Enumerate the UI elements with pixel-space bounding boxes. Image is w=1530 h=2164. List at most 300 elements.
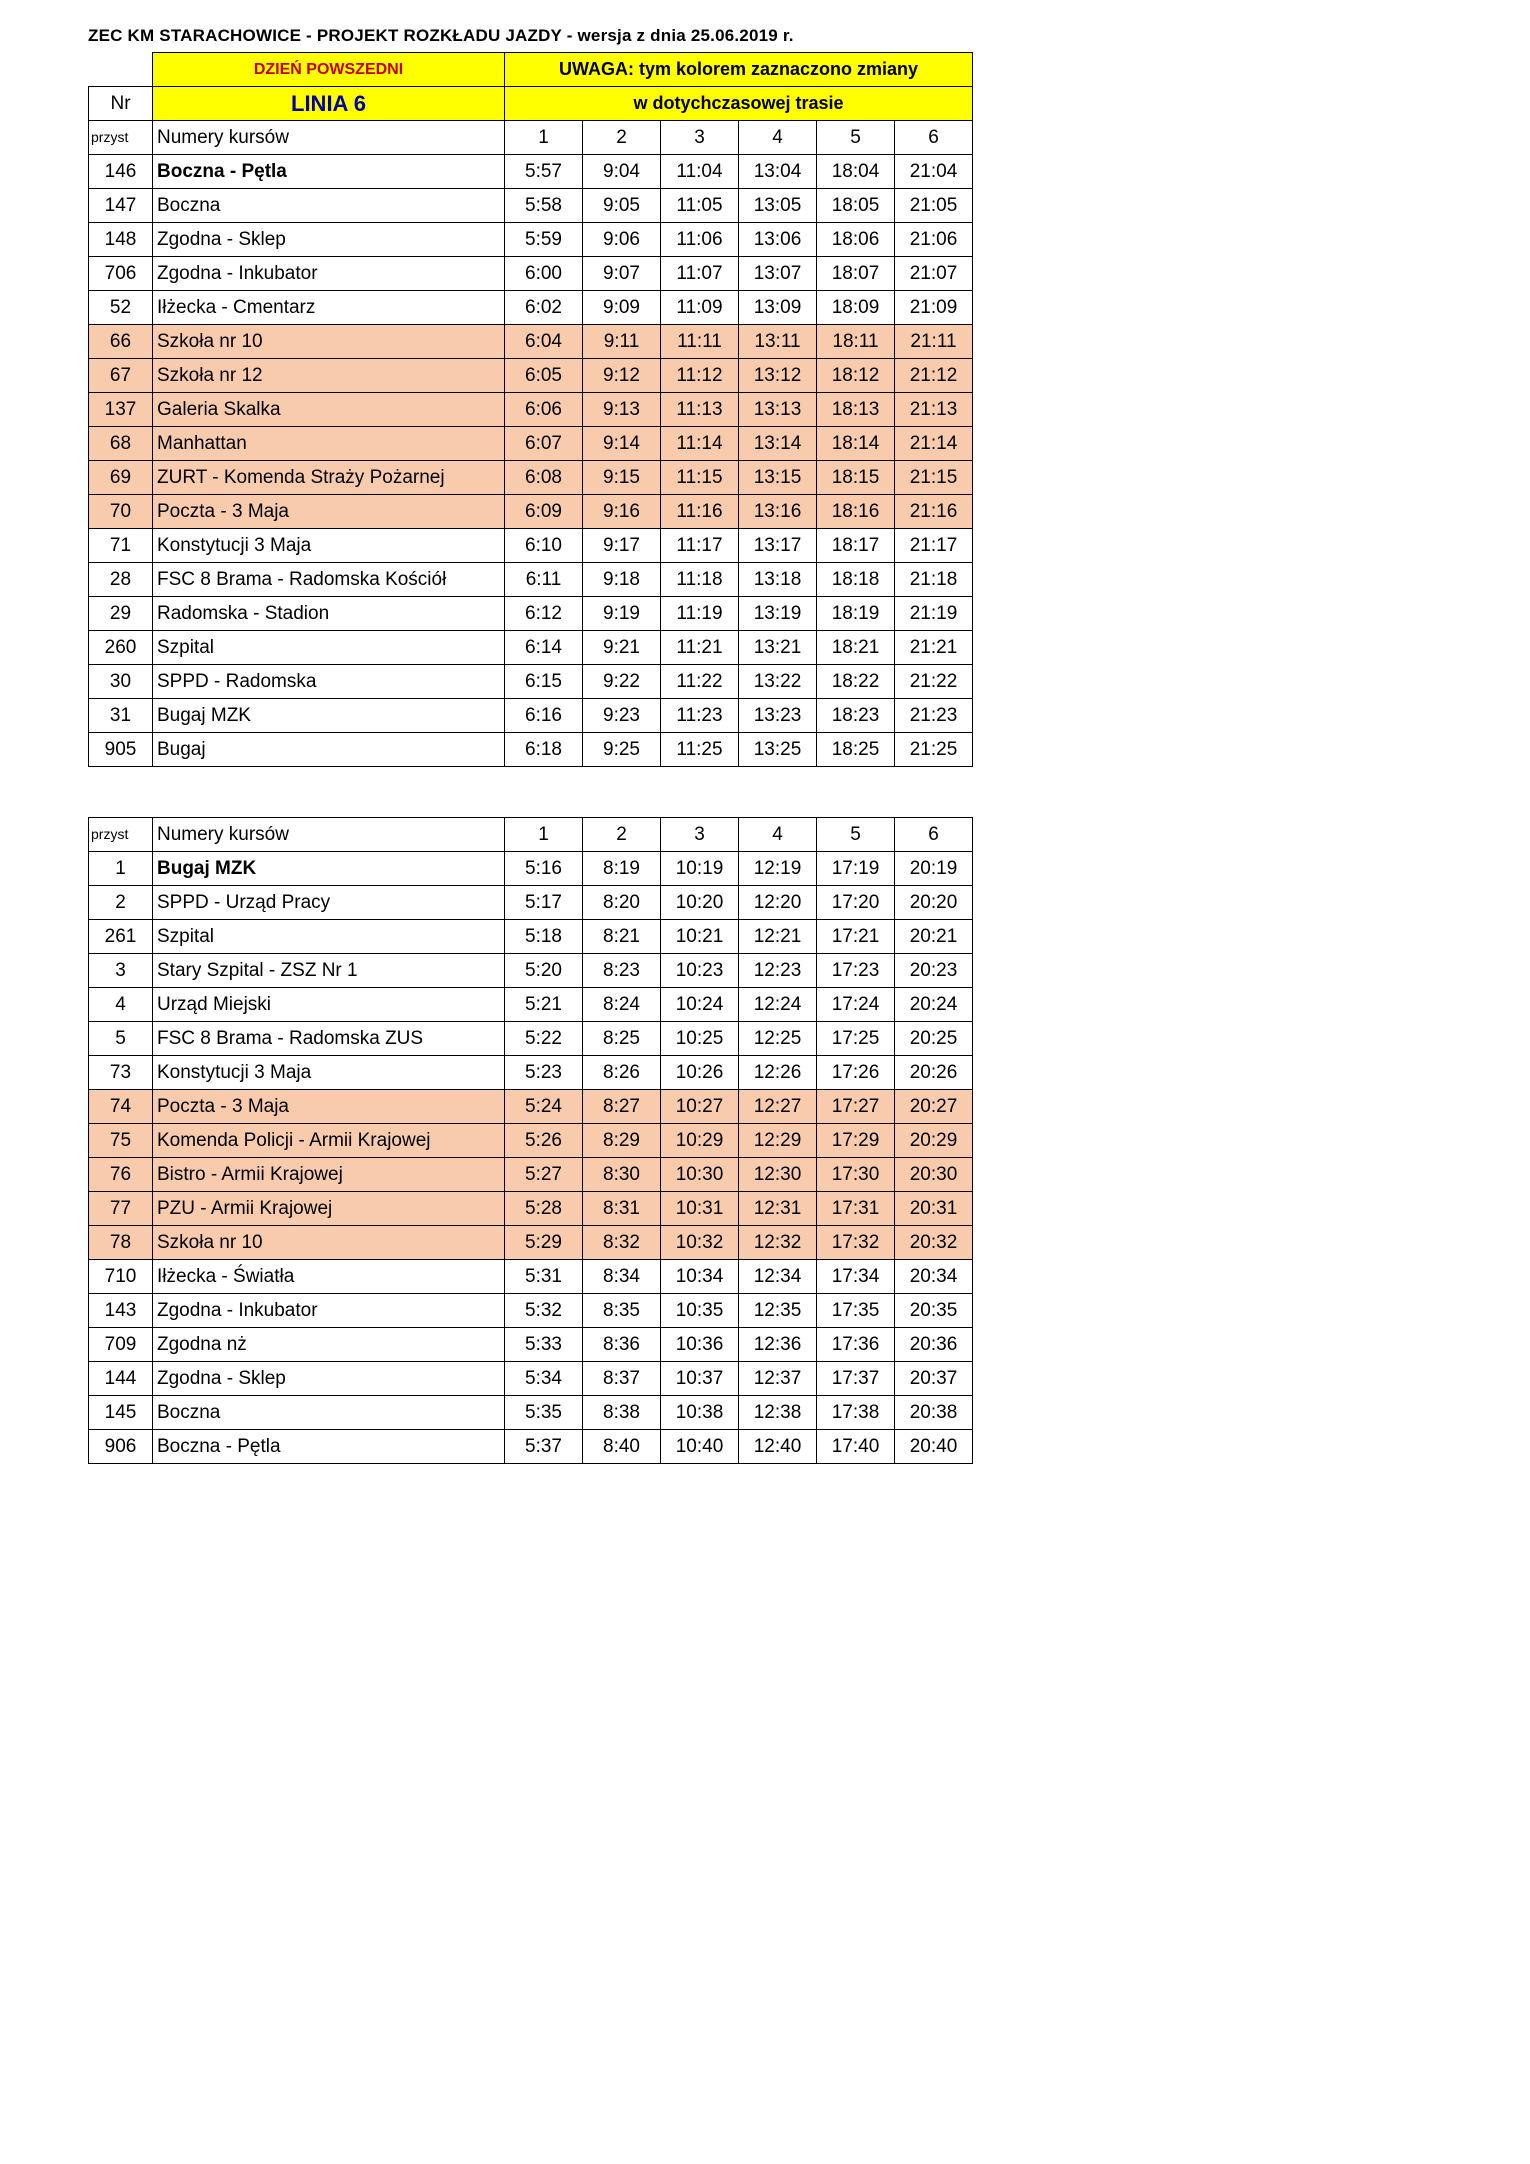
departure-time: 8:23 [583,954,661,988]
stop-name: SPPD - Urząd Pracy [153,886,505,920]
header-course-1-b: 1 [505,818,583,852]
departure-time: 5:28 [505,1192,583,1226]
table-row [89,1294,973,1328]
table-row [89,257,973,291]
departure-time: 5:37 [505,1430,583,1464]
header-course-2: 2 [583,121,661,155]
stop-number: 5 [89,1022,153,1056]
departure-time: 10:37 [661,1362,739,1396]
table-row [89,291,973,325]
table-row [89,1328,973,1362]
departure-time: 17:25 [817,1022,895,1056]
departure-time: 9:13 [583,393,661,427]
departure-time: 18:25 [817,733,895,767]
departure-time: 18:07 [817,257,895,291]
stop-number: 144 [89,1362,153,1396]
departure-time: 9:25 [583,733,661,767]
departure-time: 10:34 [661,1260,739,1294]
departure-time: 5:58 [505,189,583,223]
departure-time: 13:11 [739,325,817,359]
stop-number: 66 [89,325,153,359]
stop-number: 261 [89,920,153,954]
departure-time: 11:07 [661,257,739,291]
departure-time: 5:26 [505,1124,583,1158]
stop-number: 2 [89,886,153,920]
timetable-top-body [89,155,973,767]
departure-time: 13:19 [739,597,817,631]
header-course-2-b: 2 [583,818,661,852]
departure-time: 17:34 [817,1260,895,1294]
stop-name: Konstytucji 3 Maja [153,529,505,563]
departure-time: 6:07 [505,427,583,461]
stop-name: Bugaj MZK [153,699,505,733]
departure-time: 18:23 [817,699,895,733]
departure-time: 10:21 [661,920,739,954]
departure-time: 18:15 [817,461,895,495]
departure-time: 12:37 [739,1362,817,1396]
departure-time: 10:40 [661,1430,739,1464]
departure-time: 12:23 [739,954,817,988]
departure-time: 11:09 [661,291,739,325]
departure-time: 5:34 [505,1362,583,1396]
departure-time: 18:16 [817,495,895,529]
departure-time: 12:32 [739,1226,817,1260]
stop-name: PZU - Armii Krajowej [153,1192,505,1226]
departure-time: 17:36 [817,1328,895,1362]
departure-time: 18:04 [817,155,895,189]
departure-time: 18:22 [817,665,895,699]
stop-name: Iłżecka - Światła [153,1260,505,1294]
header-course-6: 6 [895,121,973,155]
stop-name: Komenda Policji - Armii Krajowej [153,1124,505,1158]
departure-time: 8:36 [583,1328,661,1362]
stop-name: Szkoła nr 10 [153,1226,505,1260]
departure-time: 13:25 [739,733,817,767]
stop-number: 31 [89,699,153,733]
table-row [89,1362,973,1396]
departure-time: 9:16 [583,495,661,529]
departure-time: 11:11 [661,325,739,359]
departure-time: 11:14 [661,427,739,461]
departure-time: 6:09 [505,495,583,529]
departure-time: 11:21 [661,631,739,665]
departure-time: 9:15 [583,461,661,495]
departure-time: 13:14 [739,427,817,461]
departure-time: 13:15 [739,461,817,495]
column-header-row-bottom [89,818,973,852]
departure-time: 13:05 [739,189,817,223]
header-course-4-b: 4 [739,818,817,852]
stop-number: 77 [89,1192,153,1226]
departure-time: 13:12 [739,359,817,393]
departure-time: 20:24 [895,988,973,1022]
departure-time: 5:32 [505,1294,583,1328]
header-course-5-b: 5 [817,818,895,852]
departure-time: 17:26 [817,1056,895,1090]
stop-number: 30 [89,665,153,699]
table-row [89,189,973,223]
departure-time: 6:14 [505,631,583,665]
departure-time: 10:29 [661,1124,739,1158]
departure-time: 18:06 [817,223,895,257]
departure-time: 21:12 [895,359,973,393]
departure-time: 21:22 [895,665,973,699]
table-row [89,223,973,257]
departure-time: 21:13 [895,393,973,427]
table-row [89,1124,973,1158]
stop-name: Poczta - 3 Maja [153,495,505,529]
departure-time: 17:37 [817,1362,895,1396]
departure-time: 9:12 [583,359,661,393]
departure-time: 5:57 [505,155,583,189]
departure-time: 5:20 [505,954,583,988]
departure-time: 12:25 [739,1022,817,1056]
departure-time: 8:38 [583,1396,661,1430]
departure-time: 11:04 [661,155,739,189]
table-row [89,920,973,954]
departure-time: 12:24 [739,988,817,1022]
departure-time: 9:14 [583,427,661,461]
table-row [89,699,973,733]
stop-name: Boczna [153,1396,505,1430]
departure-time: 20:40 [895,1430,973,1464]
departure-time: 20:20 [895,886,973,920]
departure-time: 13:04 [739,155,817,189]
departure-time: 17:40 [817,1430,895,1464]
departure-time: 18:17 [817,529,895,563]
departure-time: 13:06 [739,223,817,257]
stop-number: 78 [89,1226,153,1260]
table-row [89,393,973,427]
departure-time: 5:33 [505,1328,583,1362]
departure-time: 6:16 [505,699,583,733]
stop-number: 706 [89,257,153,291]
stop-name: Urząd Miejski [153,988,505,1022]
stop-number: 905 [89,733,153,767]
departure-time: 11:18 [661,563,739,597]
departure-time: 5:22 [505,1022,583,1056]
note-line-1: UWAGA: tym kolorem zaznaczono zmiany [505,53,973,87]
stop-name: Boczna [153,189,505,223]
stop-number: 148 [89,223,153,257]
departure-time: 6:04 [505,325,583,359]
departure-time: 12:30 [739,1158,817,1192]
departure-time: 10:36 [661,1328,739,1362]
departure-time: 18:05 [817,189,895,223]
document-title: ZEC KM STARACHOWICE - PROJEKT ROZKŁADU JAZDY - wersja z dnia 25.06.2019 r. [88,26,794,45]
table-row [89,1022,973,1056]
stop-name: ZURT - Komenda Straży Pożarnej [153,461,505,495]
departure-time: 11:25 [661,733,739,767]
departure-time: 20:23 [895,954,973,988]
departure-time: 18:09 [817,291,895,325]
stop-number: 1 [89,852,153,886]
departure-time: 9:09 [583,291,661,325]
departure-time: 10:26 [661,1056,739,1090]
departure-time: 9:11 [583,325,661,359]
header-przyst: przyst [89,121,153,155]
departure-time: 8:35 [583,1294,661,1328]
stop-number: 69 [89,461,153,495]
departure-time: 17:27 [817,1090,895,1124]
departure-time: 13:21 [739,631,817,665]
departure-time: 6:12 [505,597,583,631]
departure-time: 6:02 [505,291,583,325]
departure-time: 17:23 [817,954,895,988]
departure-time: 12:36 [739,1328,817,1362]
timetable-top [88,52,973,767]
departure-time: 10:20 [661,886,739,920]
departure-time: 8:40 [583,1430,661,1464]
departure-time: 5:21 [505,988,583,1022]
departure-time: 8:34 [583,1260,661,1294]
table-row [89,733,973,767]
departure-time: 9:07 [583,257,661,291]
departure-time: 8:29 [583,1124,661,1158]
departure-time: 12:27 [739,1090,817,1124]
stop-number: 74 [89,1090,153,1124]
departure-time: 11:22 [661,665,739,699]
stop-number: 70 [89,495,153,529]
timetable-bottom-body [89,852,973,1464]
stop-name: Szkoła nr 10 [153,325,505,359]
table-row [89,852,973,886]
departure-time: 12:34 [739,1260,817,1294]
table-row [89,427,973,461]
header-course-3-b: 3 [661,818,739,852]
departure-time: 10:32 [661,1226,739,1260]
departure-time: 12:19 [739,852,817,886]
departure-time: 12:20 [739,886,817,920]
stop-name: Poczta - 3 Maja [153,1090,505,1124]
departure-time: 21:05 [895,189,973,223]
departure-time: 17:30 [817,1158,895,1192]
departure-time: 21:11 [895,325,973,359]
stop-name: Zgodna nż [153,1328,505,1362]
departure-time: 12:21 [739,920,817,954]
stop-name: Boczna - Pętla [153,155,505,189]
departure-time: 20:38 [895,1396,973,1430]
departure-time: 9:19 [583,597,661,631]
header-course-4: 4 [739,121,817,155]
departure-time: 12:29 [739,1124,817,1158]
departure-time: 20:30 [895,1158,973,1192]
stop-number: 145 [89,1396,153,1430]
departure-time: 17:19 [817,852,895,886]
banner-spacer [89,53,153,87]
departure-time: 10:24 [661,988,739,1022]
timetable-bottom [88,817,973,1464]
departure-time: 8:24 [583,988,661,1022]
departure-time: 10:19 [661,852,739,886]
stop-name: Zgodna - Sklep [153,223,505,257]
departure-time: 12:40 [739,1430,817,1464]
departure-time: 21:21 [895,631,973,665]
departure-time: 11:12 [661,359,739,393]
stop-name: Bistro - Armii Krajowej [153,1158,505,1192]
table-row [89,1090,973,1124]
departure-time: 13:23 [739,699,817,733]
header-stops: Numery kursów [153,121,505,155]
departure-time: 8:19 [583,852,661,886]
table-row [89,495,973,529]
departure-time: 20:26 [895,1056,973,1090]
departure-time: 18:14 [817,427,895,461]
stop-number: 147 [89,189,153,223]
table-row [89,988,973,1022]
departure-time: 9:05 [583,189,661,223]
departure-time: 5:24 [505,1090,583,1124]
stop-name: FSC 8 Brama - Radomska ZUS [153,1022,505,1056]
table-row [89,631,973,665]
stop-name: Zgodna - Inkubator [153,1294,505,1328]
departure-time: 5:31 [505,1260,583,1294]
stop-number: 710 [89,1260,153,1294]
header-course-1: 1 [505,121,583,155]
departure-time: 8:27 [583,1090,661,1124]
stop-name: Manhattan [153,427,505,461]
stop-number: 76 [89,1158,153,1192]
departure-time: 21:23 [895,699,973,733]
departure-time: 6:10 [505,529,583,563]
departure-time: 8:21 [583,920,661,954]
stop-name: Szpital [153,631,505,665]
departure-time: 11:23 [661,699,739,733]
departure-time: 18:21 [817,631,895,665]
departure-time: 5:59 [505,223,583,257]
departure-time: 20:37 [895,1362,973,1396]
departure-time: 21:06 [895,223,973,257]
column-header-row-top [89,121,973,155]
departure-time: 8:37 [583,1362,661,1396]
stop-name: Bugaj MZK [153,852,505,886]
departure-time: 9:18 [583,563,661,597]
header-course-5: 5 [817,121,895,155]
header-course-6-b: 6 [895,818,973,852]
table-row [89,1226,973,1260]
header-course-3: 3 [661,121,739,155]
stop-name: Radomska - Stadion [153,597,505,631]
departure-time: 20:27 [895,1090,973,1124]
stop-name: Bugaj [153,733,505,767]
departure-time: 13:22 [739,665,817,699]
table-row [89,886,973,920]
departure-time: 17:20 [817,886,895,920]
departure-time: 18:13 [817,393,895,427]
table-row [89,325,973,359]
stop-name: Stary Szpital - ZSZ Nr 1 [153,954,505,988]
departure-time: 10:31 [661,1192,739,1226]
departure-time: 20:29 [895,1124,973,1158]
stop-name: FSC 8 Brama - Radomska Kościół [153,563,505,597]
departure-time: 5:27 [505,1158,583,1192]
departure-time: 13:18 [739,563,817,597]
departure-time: 8:26 [583,1056,661,1090]
stop-number: 137 [89,393,153,427]
stop-name: Zgodna - Sklep [153,1362,505,1396]
stop-number: 146 [89,155,153,189]
header-stops-2: Numery kursów [153,818,505,852]
departure-time: 9:04 [583,155,661,189]
departure-time: 11:05 [661,189,739,223]
table-row [89,1260,973,1294]
departure-time: 9:17 [583,529,661,563]
departure-time: 21:15 [895,461,973,495]
note-line-2: w dotychczasowej trasie [505,87,973,121]
stop-name: Iłżecka - Cmentarz [153,291,505,325]
departure-time: 20:19 [895,852,973,886]
departure-time: 11:17 [661,529,739,563]
departure-time: 8:25 [583,1022,661,1056]
stop-number: 260 [89,631,153,665]
departure-time: 8:32 [583,1226,661,1260]
stop-number: 143 [89,1294,153,1328]
departure-time: 13:16 [739,495,817,529]
departure-time: 5:16 [505,852,583,886]
stop-number: 29 [89,597,153,631]
day-type-label: DZIEŃ POWSZEDNI [153,53,505,87]
table-row [89,155,973,189]
departure-time: 11:19 [661,597,739,631]
departure-time: 13:17 [739,529,817,563]
departure-time: 18:18 [817,563,895,597]
departure-time: 6:05 [505,359,583,393]
stop-number: 906 [89,1430,153,1464]
departure-time: 20:36 [895,1328,973,1362]
departure-time: 6:18 [505,733,583,767]
departure-time: 17:32 [817,1226,895,1260]
departure-time: 5:35 [505,1396,583,1430]
departure-time: 6:15 [505,665,583,699]
departure-time: 8:20 [583,886,661,920]
stop-number: 28 [89,563,153,597]
departure-time: 11:16 [661,495,739,529]
departure-time: 21:25 [895,733,973,767]
banner-row-1 [89,53,973,87]
stop-number: 68 [89,427,153,461]
departure-time: 21:19 [895,597,973,631]
departure-time: 21:16 [895,495,973,529]
stop-name: Konstytucji 3 Maja [153,1056,505,1090]
departure-time: 11:06 [661,223,739,257]
table-row [89,359,973,393]
table-row [89,1430,973,1464]
stop-name: SPPD - Radomska [153,665,505,699]
departure-time: 11:15 [661,461,739,495]
departure-time: 20:21 [895,920,973,954]
departure-time: 9:23 [583,699,661,733]
stop-number: 75 [89,1124,153,1158]
departure-time: 11:13 [661,393,739,427]
table-row [89,597,973,631]
departure-time: 6:11 [505,563,583,597]
departure-time: 5:29 [505,1226,583,1260]
stop-name: Boczna - Pętla [153,1430,505,1464]
table-row [89,529,973,563]
departure-time: 20:35 [895,1294,973,1328]
departure-time: 10:27 [661,1090,739,1124]
departure-time: 12:38 [739,1396,817,1430]
departure-time: 5:23 [505,1056,583,1090]
table-row [89,954,973,988]
departure-time: 17:38 [817,1396,895,1430]
departure-time: 6:06 [505,393,583,427]
departure-time: 10:25 [661,1022,739,1056]
departure-time: 20:32 [895,1226,973,1260]
stop-number: 52 [89,291,153,325]
departure-time: 13:07 [739,257,817,291]
table-row [89,461,973,495]
